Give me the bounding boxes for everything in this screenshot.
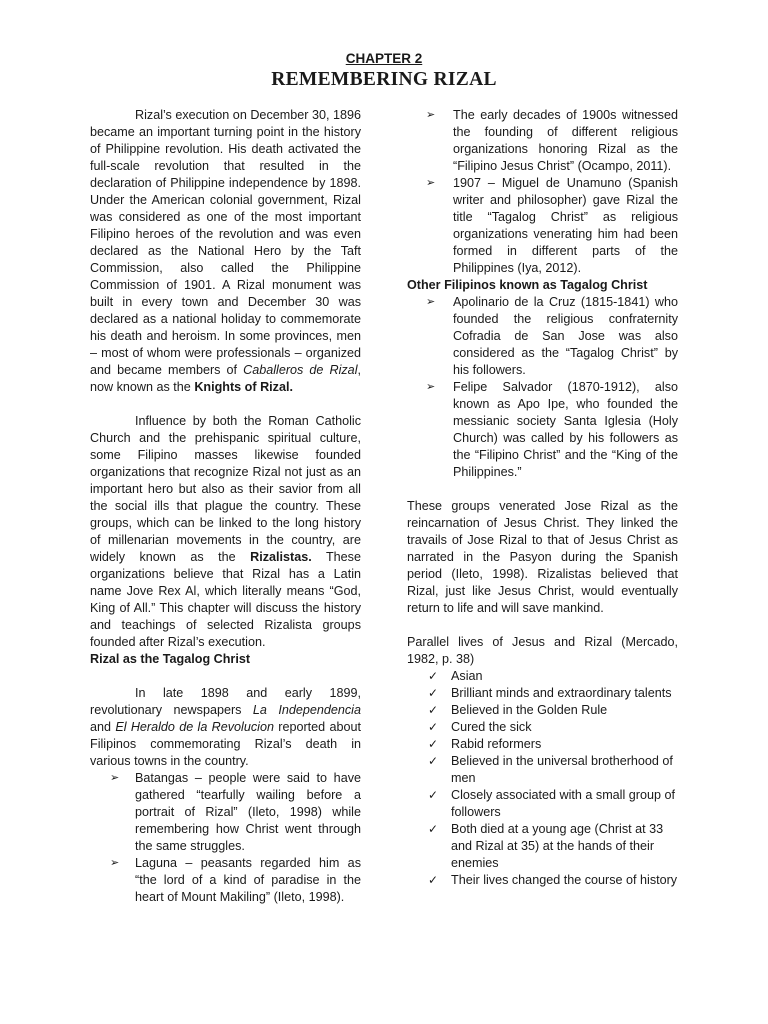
check-icon: ✓ xyxy=(428,720,439,734)
parallel-lives-paragraph: Parallel lives of Jesus and Rizal (Mercado, 1982, p. 38) xyxy=(407,635,678,666)
list-item: ➢ Laguna – peasants regarded him as “the lord of a kind of paradise in the heart of Mount Makiling” (Ileto, 1998). xyxy=(110,856,361,904)
parallel-lives-checklist xyxy=(407,668,678,889)
list-item: ➢ Felipe Salvador (1870-1912), also known as Apo Ipe, who founded the messianic society Santa Iglesia (Holy Church) was called by his followers as the “Filipino Christ” and the “King of the Philippines.” xyxy=(426,380,678,479)
list-item: ✓ Believed in the Golden Rule xyxy=(428,703,608,717)
check-icon: ✓ xyxy=(428,873,439,887)
left-column xyxy=(90,107,361,906)
arrow-bullet-icon: ➢ xyxy=(426,177,436,189)
check-icon: ✓ xyxy=(428,669,439,683)
arrow-bullet-icon: ➢ xyxy=(110,772,120,784)
check-icon: ✓ xyxy=(428,822,439,836)
check-icon: ✓ xyxy=(428,703,439,717)
list-item: ✓ Asian xyxy=(428,669,483,683)
list-item: ✓ Rabid reformers xyxy=(428,737,542,751)
other-christs-bullet-list xyxy=(407,294,678,481)
list-item: ✓ Brilliant minds and extraordinary talents xyxy=(428,686,672,700)
provinces-bullet-list xyxy=(90,770,361,906)
arrow-bullet-icon: ➢ xyxy=(426,296,436,308)
arrow-bullet-icon: ➢ xyxy=(426,381,436,393)
check-icon: ✓ xyxy=(428,737,439,751)
arrow-bullet-icon: ➢ xyxy=(426,109,436,121)
list-item: ✓ Both died at a young age (Christ at 33 and Rizal at 35) at the hands of their enemies xyxy=(428,822,664,870)
intro-paragraph: Rizal’s execution on December 30, 1896 became an important turning point in the history of Philippine revolution. His death activated the full-scale revolution that resulted in the declaration of Philippine independence by 1898. Under the American colonial government, Rizal was considered as one of the most important Filipino heroes of the revolution and was even declared as the National Hero by the Taft Commission, also called the Philippine Commission of 1901. A Rizal monument was built in every town and December 30 was declared as a national holiday to commemorate his death and heroism. In some provinces, men – most of whom were professionals – organized and became members of Caballeros de Rizal, now known as the Knights of Rizal. xyxy=(90,108,361,394)
section-heading-other-filipinos: Other Filipinos known as Tagalog Christ xyxy=(407,278,648,292)
list-item: ✓ Their lives changed the course of history xyxy=(428,873,678,887)
newspapers-paragraph: In late 1898 and early 1899, revolutionary newspapers La Independencia and El Heraldo de la Revolucion reported about Filipinos commemorating Rizal’s death in various towns in the country. xyxy=(90,686,362,768)
section-heading-tagalog-christ: Rizal as the Tagalog Christ xyxy=(90,652,251,666)
arrow-bullet-icon: ➢ xyxy=(110,857,120,869)
list-item: ➢ Batangas – people were said to have gathered “tearfully wailing before a portrait of Rizal” (Ileto, 1998) while remembering how Christ went through the same struggles. xyxy=(110,771,361,853)
venerated-paragraph: These groups venerated Jose Rizal as the reincarnation of Jesus Christ. They linked the travails of Jose Rizal to that of Jesus Christ as narrated in the Pasyon during the Spanish period (Ileto, 1998). Rizalistas believed that Rizal, just like Jesus Christ, would eventually return to life and will save mankind. xyxy=(407,499,678,615)
list-item: ➢ 1907 – Miguel de Unamuno (Spanish writer and philosopher) gave Rizal the title “Tagalog Christ” as religious organizations venerating him had been formed in different parts of the Philippines (Iya, 2012). xyxy=(426,176,678,275)
check-icon: ✓ xyxy=(428,788,439,802)
chapter-label: CHAPTER 2 xyxy=(345,51,423,66)
check-icon: ✓ xyxy=(428,686,439,700)
list-item: ➢ Apolinario de la Cruz (1815-1841) who founded the religious confraternity Cofradia de San Jose was also considered as the “Tagalog Christ” by his followers. xyxy=(426,295,678,377)
list-item: ✓ Closely associated with a small group of followers xyxy=(428,788,675,819)
check-icon: ✓ xyxy=(428,754,439,768)
list-item: ➢ The early decades of 1900s witnessed the founding of different religious organizations honoring Rizal as the “Filipino Jesus Christ” (Ocampo, 2011). xyxy=(426,108,678,173)
right-column xyxy=(407,107,678,889)
list-item: ✓ Believed in the universal brotherhood of men xyxy=(428,754,673,785)
rizalistas-paragraph: Influence by both the Roman Catholic Church and the prehispanic spiritual culture, some Filipino masses likewise founded organizations that recognize Rizal not just as an important hero but also as their savior from all the social ills that plague the country. These groups, which can be linked to the long history of millenarian movements in the country, are widely known as the Rizalistas. These organizations believe that Rizal has a Latin name Jove Rex Al, which literally means “God, King of All.” This chapter will discuss the history and teachings of selected Rizalista groups founded after Rizal’s execution. xyxy=(90,414,361,649)
list-item: ✓ Cured the sick xyxy=(428,720,532,734)
history-bullet-list xyxy=(407,107,678,277)
chapter-title: REMEMBERING RIZAL xyxy=(271,69,497,90)
